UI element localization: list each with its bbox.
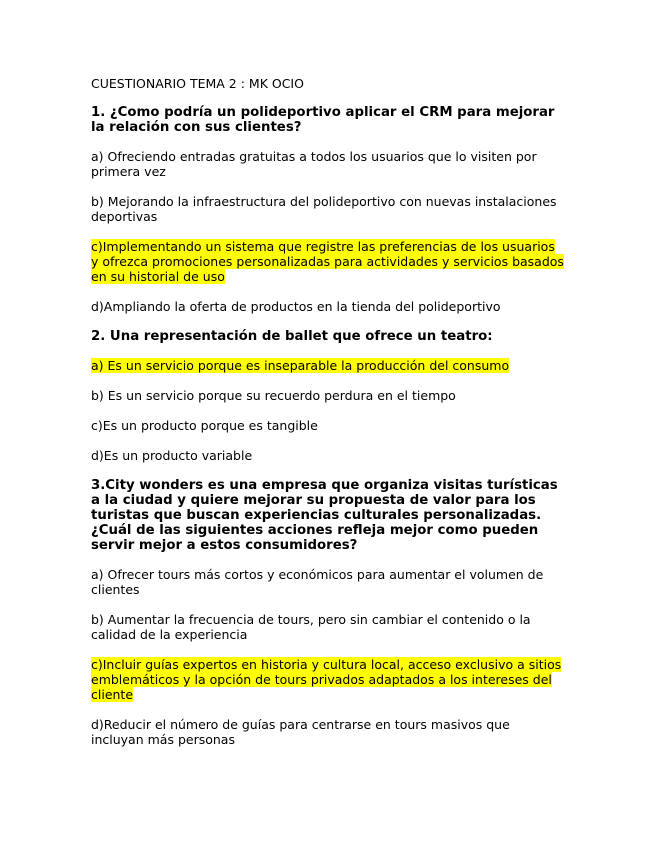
option-d <box>91 717 565 747</box>
option-d <box>91 299 565 314</box>
option-d <box>91 448 565 463</box>
option-c <box>91 418 565 433</box>
option-text: b) Mejorando la infraestructura del polideportivo con nuevas instalaciones deportivas <box>91 194 557 224</box>
option-text: c)Es un producto porque es tangible <box>91 418 318 433</box>
option-a <box>91 567 565 597</box>
option-c-highlighted <box>91 657 565 702</box>
document-title: CUESTIONARIO TEMA 2 : MK OCIO <box>91 76 304 91</box>
option-text: b) Aumentar la frecuencia de tours, pero sin cambiar el contenido o la calidad de la experiencia <box>91 612 531 642</box>
option-text: c)Implementando un sistema que registre las preferencias de los usuarios y ofrezca promociones personalizadas para actividades y servicios basados en su historial de uso <box>91 239 564 284</box>
question-block-3 <box>91 478 565 747</box>
question-block-1 <box>91 105 565 314</box>
option-b <box>91 194 565 224</box>
question-text: 2. Una representación de ballet que ofrece un teatro: <box>91 329 493 344</box>
option-b <box>91 612 565 642</box>
option-text: d)Es un producto variable <box>91 448 253 463</box>
option-b <box>91 388 565 403</box>
option-text: d)Ampliando la oferta de productos en la tienda del polideportivo <box>91 299 501 314</box>
question-text: 1. ¿Como podría un polideportivo aplicar el CRM para mejorar la relación con sus clientes? <box>91 105 555 135</box>
option-text: a) Ofreciendo entradas gratuitas a todos los usuarios que lo visiten por primera vez <box>91 149 537 179</box>
option-text: d)Reducir el número de guías para centrarse en tours masivos que incluyan más personas <box>91 717 510 747</box>
question-text: 3.City wonders es una empresa que organiza visitas turísticas a la ciudad y quiere mejorar su propuesta de valor para los turistas que buscan experiencias culturales personalizadas. ¿Cuál de las siguientes acciones refleja mejor como pueden servir mejor a estos consumidores? <box>91 478 558 553</box>
option-text: c)Incluir guías expertos en historia y cultura local, acceso exclusivo a sitios emblemáticos y la opción de tours privados adaptados a los intereses del cliente <box>91 657 562 702</box>
option-a-highlighted <box>91 358 565 373</box>
question-block-2 <box>91 329 565 463</box>
option-text: b) Es un servicio porque su recuerdo perdura en el tiempo <box>91 388 456 403</box>
option-a <box>91 149 565 179</box>
option-text: a) Ofrecer tours más cortos y económicos para aumentar el volumen de clientes <box>91 567 544 597</box>
option-c-highlighted <box>91 239 565 284</box>
option-text: a) Es un servicio porque es inseparable la producción del consumo <box>91 358 510 373</box>
